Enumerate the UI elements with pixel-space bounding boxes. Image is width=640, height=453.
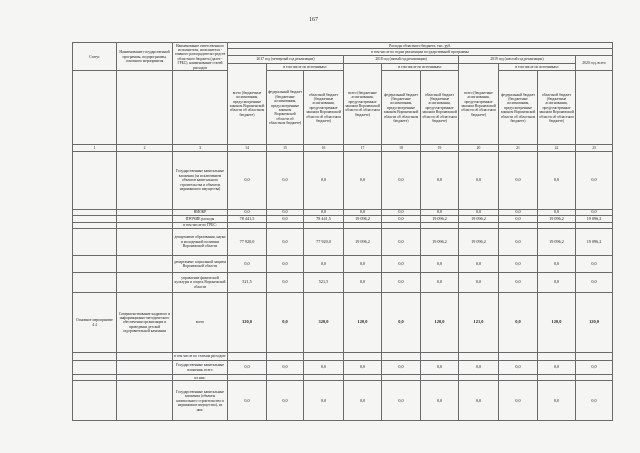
amount-cell: 0,0 <box>267 151 304 209</box>
amount-cell: 0,0 <box>382 216 421 222</box>
amount-cell <box>421 353 459 361</box>
amount-cell: 120,0 <box>538 293 576 353</box>
amount-cell: 0,0 <box>538 209 576 215</box>
header-year-2018: 2018 год (пятый год реализации) <box>344 55 459 63</box>
amount-cell: 19 096,2 <box>459 216 499 222</box>
status-cell <box>73 151 117 209</box>
amount-cell: 121,0 <box>459 293 499 353</box>
table-row <box>73 151 613 209</box>
amount-cell: 0,0 <box>576 361 613 375</box>
amount-cell: 0,0 <box>538 381 576 421</box>
header-status: Статус <box>73 43 117 71</box>
amount-cell: 0,0 <box>382 151 421 209</box>
header-2019-sources: в том числе по источникам: <box>499 63 576 71</box>
amount-cell: 521,5 <box>304 273 344 293</box>
header-2017-regional: областной бюджет (бюджетные ассигнования, предусмотренные законом Воронежской области об областном бюджете) <box>304 71 344 145</box>
status-cell <box>73 381 117 421</box>
amount-cell: 0,0 <box>228 361 267 375</box>
amount-cell: 0,0 <box>459 381 499 421</box>
amount-cell: 0,0 <box>499 273 538 293</box>
amount-cell: 0,0 <box>499 209 538 215</box>
amount-cell: 0,0 <box>499 216 538 222</box>
amount-cell: 0,0 <box>304 209 344 215</box>
amount-cell: 19 096,2 <box>576 229 613 256</box>
expense-item-cell: ПРОЧИЕ расходы <box>173 216 228 222</box>
amount-cell: 0,0 <box>576 209 613 215</box>
column-number: 23 <box>576 145 613 151</box>
amount-cell: 0,0 <box>267 216 304 222</box>
amount-cell: 120,0 <box>576 293 613 353</box>
header-executor: Наименование ответственного исполнителя, исполнителя - главного распорядителя средств областного бюджета (далее - ГРБС), наименование статей расходов <box>173 43 228 71</box>
table-row <box>73 361 613 375</box>
header-year-2017: 2017 год (четвертый год реализации) <box>228 55 344 63</box>
amount-cell: 78 441,5 <box>228 216 267 222</box>
amount-cell: 0,0 <box>499 151 538 209</box>
amount-cell: 77 920,0 <box>304 229 344 256</box>
expense-item-cell: Государственные капитальные вложения (за исключением объектов капитального строительства и объектов недвижимого имущества) <box>173 151 228 209</box>
amount-cell: 0,0 <box>344 273 382 293</box>
expense-item-cell: департамент социальной защиты Воронежской области <box>173 256 228 273</box>
column-number: 15 <box>267 145 304 151</box>
header-2019-regional: областной бюджет (бюджетные ассигнования, предусмотренные законом Воронежской области об областном бюджете) <box>538 71 576 145</box>
amount-cell: 0,0 <box>228 209 267 215</box>
amount-cell: 0,0 <box>267 229 304 256</box>
amount-cell: 19 096,2 <box>344 216 382 222</box>
column-number: 21 <box>499 145 538 151</box>
column-number: 20 <box>459 145 499 151</box>
amount-cell: 0,0 <box>576 151 613 209</box>
expense-item-cell: НИОКР <box>173 209 228 215</box>
column-number: 18 <box>382 145 421 151</box>
program-name-cell <box>117 151 173 209</box>
expense-item-cell: департамент образования, науки и молодежной политики Воронежской области <box>173 229 228 256</box>
amount-cell: 0,0 <box>459 151 499 209</box>
column-number: 19 <box>421 145 459 151</box>
amount-cell: 0,0 <box>344 361 382 375</box>
amount-cell: 0,0 <box>344 256 382 273</box>
amount-cell: 0,0 <box>421 273 459 293</box>
amount-cell: 0,0 <box>228 381 267 421</box>
table-row <box>73 353 613 361</box>
amount-cell: 0,0 <box>344 151 382 209</box>
amount-cell: 0,0 <box>538 151 576 209</box>
header-2017-sources: в том числе по источникам: <box>267 63 344 71</box>
expense-item-cell: управление физической культуры и спорта Воронежской области <box>173 273 228 293</box>
amount-cell: 0,0 <box>344 381 382 421</box>
header-2018-total: всего (бюджетные ассигнования, предусмотренные законом Воронежской области об областном бюджете) <box>344 63 382 145</box>
expense-item-cell: всего <box>173 293 228 353</box>
amount-cell: 0,0 <box>267 209 304 215</box>
amount-cell: 120,0 <box>421 293 459 353</box>
amount-cell: 19 096,2 <box>538 229 576 256</box>
column-number: 16 <box>304 145 344 151</box>
amount-cell <box>267 353 304 361</box>
amount-cell: 0,0 <box>459 273 499 293</box>
page-number: 167 <box>309 17 318 23</box>
amount-cell: 0,0 <box>421 209 459 215</box>
status-cell <box>73 361 117 375</box>
amount-cell: 19 096,2 <box>344 229 382 256</box>
column-number: 17 <box>344 145 382 151</box>
program-name-cell: Совершенствование кадрового и информационно-методического обеспечения организации и проведения детской оздоровительной кампании <box>117 293 173 353</box>
amount-cell: 0,0 <box>499 293 538 353</box>
amount-cell: 0,0 <box>267 293 304 353</box>
column-number: 1 <box>73 145 117 151</box>
header-2017-total: всего (бюджетные ассигнования, предусмотренные законом Воронежской области об областном бюджете) <box>228 63 267 145</box>
expense-item-cell: Государственные капитальные вложения (объекты капитального строительства и недвижимое имущество), из них: <box>173 381 228 421</box>
program-name-cell <box>117 256 173 273</box>
amount-cell: 19 096,2 <box>576 216 613 222</box>
column-number: 22 <box>538 145 576 151</box>
amount-cell: 0,0 <box>382 229 421 256</box>
amount-cell: 0,0 <box>421 381 459 421</box>
amount-cell: 0,0 <box>304 361 344 375</box>
amount-cell: 0,0 <box>267 381 304 421</box>
amount-cell <box>499 353 538 361</box>
table-row <box>73 229 613 256</box>
amount-cell: 0,0 <box>304 151 344 209</box>
amount-cell: 0,0 <box>499 256 538 273</box>
amount-cell: 0,0 <box>538 273 576 293</box>
amount-cell: 0,0 <box>576 273 613 293</box>
amount-cell: 0,0 <box>382 209 421 215</box>
status-cell <box>73 353 117 361</box>
amount-cell <box>344 353 382 361</box>
amount-cell: 19 096,2 <box>459 229 499 256</box>
program-name-cell <box>117 361 173 375</box>
amount-cell: 0,0 <box>499 381 538 421</box>
program-name-cell <box>117 353 173 361</box>
header-2018-sources: в том числе по источникам: <box>382 63 459 71</box>
amount-cell: 0,0 <box>576 256 613 273</box>
status-cell <box>73 273 117 293</box>
table-row <box>73 273 613 293</box>
header-2018-regional: областной бюджет (бюджетные ассигнования, предусмотренные законом Воронежской области об областном бюджете) <box>421 71 459 145</box>
header-2017-federal: федеральный бюджет (бюджетные ассигнования, предусмотренные законом Воронежской области об областном бюджете) <box>267 71 304 145</box>
expense-item-cell: в том числе по статьям расходов: <box>173 353 228 361</box>
amount-cell <box>304 353 344 361</box>
header-2020-total: 2020 год, всего <box>576 55 613 71</box>
header-program-name: Наименование государственной программы, подпрограммы, основного мероприятия <box>117 43 173 71</box>
amount-cell: 0,0 <box>421 361 459 375</box>
amount-cell: 78 441,5 <box>304 216 344 222</box>
budget-table <box>72 42 613 421</box>
header-2019-federal: федеральный бюджет (бюджетные ассигнования, предусмотренные законом Воронежской области об областном бюджете) <box>499 71 538 145</box>
amount-cell: 0,0 <box>499 361 538 375</box>
amount-cell: 0,0 <box>382 273 421 293</box>
table-row <box>73 293 613 353</box>
amount-cell: 0,0 <box>421 151 459 209</box>
status-cell <box>73 256 117 273</box>
amount-cell: 0,0 <box>267 273 304 293</box>
amount-cell <box>382 353 421 361</box>
header-2018-federal: федеральный бюджет (бюджетные ассигнования, предусмотренные законом Воронежской области об областном бюджете) <box>382 71 421 145</box>
amount-cell: 0,0 <box>459 256 499 273</box>
amount-cell: 0,0 <box>459 361 499 375</box>
column-number: 14 <box>228 145 267 151</box>
amount-cell: 0,0 <box>304 256 344 273</box>
status-cell <box>73 229 117 256</box>
amount-cell: 0,0 <box>344 209 382 215</box>
amount-cell <box>228 353 267 361</box>
amount-cell: 0,0 <box>576 381 613 421</box>
amount-cell <box>538 353 576 361</box>
amount-cell: 320,0 <box>304 293 344 353</box>
status-cell: Основное мероприятие 4.4 <box>73 293 117 353</box>
amount-cell: 0,0 <box>228 151 267 209</box>
amount-cell <box>576 353 613 361</box>
amount-cell: 0,0 <box>538 361 576 375</box>
table-row <box>73 256 613 273</box>
amount-cell: 0,0 <box>382 361 421 375</box>
header-year-2019: 2019 год (шестой год реализации) <box>459 55 576 63</box>
amount-cell: 0,0 <box>421 256 459 273</box>
amount-cell: 0,0 <box>382 256 421 273</box>
amount-cell: 19 096,2 <box>421 229 459 256</box>
amount-cell: 0,0 <box>304 381 344 421</box>
amount-cell: 0,0 <box>538 256 576 273</box>
program-name-cell <box>117 381 173 421</box>
expense-item-cell: из них: <box>173 375 228 381</box>
amount-cell: 320,0 <box>228 293 267 353</box>
program-name-cell <box>117 273 173 293</box>
expense-item-cell: в том числе по ГРБС: <box>173 222 228 228</box>
amount-cell: 19 096,2 <box>538 216 576 222</box>
program-name-cell <box>117 229 173 256</box>
amount-cell: 521,5 <box>228 273 267 293</box>
amount-cell: 0,0 <box>499 229 538 256</box>
amount-cell: 77 920,0 <box>228 229 267 256</box>
header-years-caption: в том числе по годам реализации государственной программы <box>228 49 613 55</box>
amount-cell: 0,0 <box>382 293 421 353</box>
amount-cell: 0,0 <box>228 256 267 273</box>
amount-cell <box>459 353 499 361</box>
amount-cell: 19 096,2 <box>421 216 459 222</box>
expense-item-cell: Государственные капитальные вложения, всего <box>173 361 228 375</box>
table-row <box>73 381 613 421</box>
amount-cell: 0,0 <box>382 381 421 421</box>
header-2019-total: всего (бюджетные ассигнования, предусмотренные законом Воронежской области об областном бюджете) <box>459 63 499 145</box>
column-number: 2 <box>117 145 173 151</box>
header-expenses: Расходы областного бюджета, тыс. руб. <box>228 43 613 49</box>
amount-cell: 120,0 <box>344 293 382 353</box>
amount-cell: 0,0 <box>267 256 304 273</box>
amount-cell: 0,0 <box>267 361 304 375</box>
amount-cell: 0,0 <box>459 209 499 215</box>
column-number: 3 <box>173 145 228 151</box>
